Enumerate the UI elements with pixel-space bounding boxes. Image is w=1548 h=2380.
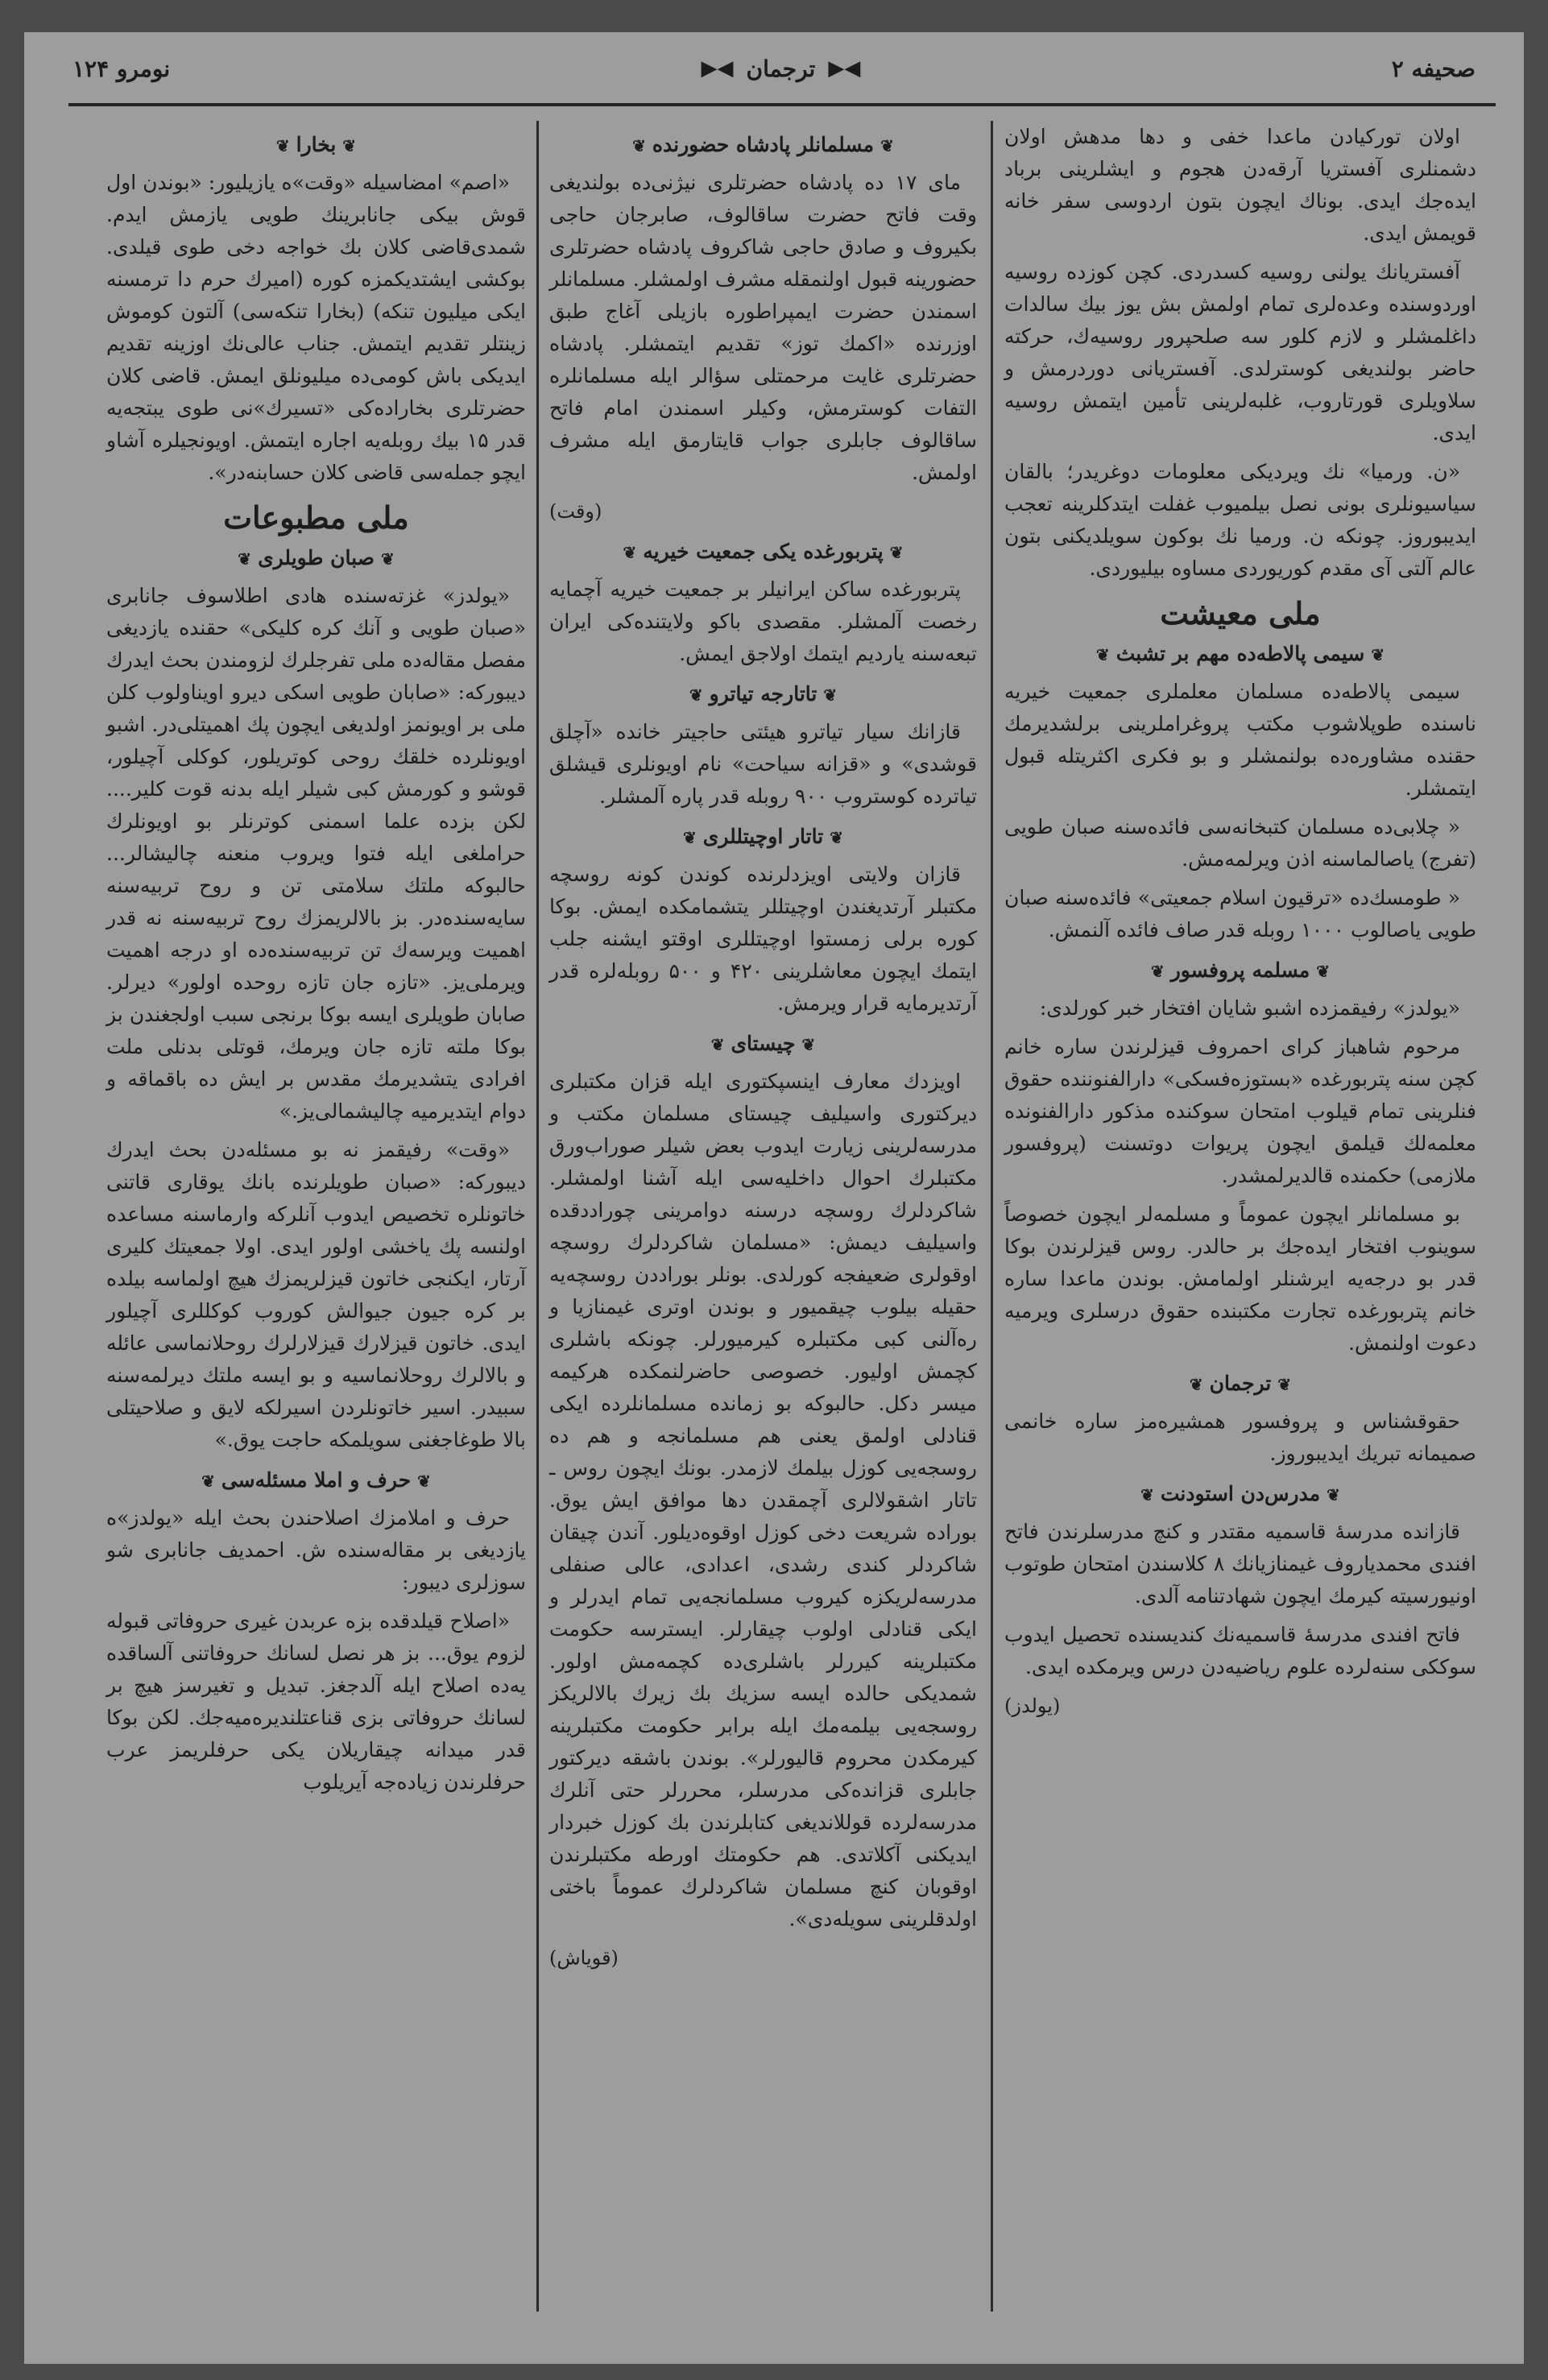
ornament-icon: ❦ <box>201 1471 215 1491</box>
paragraph: قازانك سیار تیاترو هیئتی حاجیتر خانده «آچلق قوشدی» و «قزانه سیاحت» نام اویونلری قیشلق تیاترده کوستروب ۹۰۰ روبله قدر پاره آلمشلر. <box>549 720 977 808</box>
paragraph: اویزدك معارف اینسپکتوری ایله قزان مکتبلری دیرکتوری واسیلیف چیستای مسلمان مکتب و مدرسه‌لرینی زیارت ایدوب بعض شیلر صوراب‌ورق مکتبلرك احوال داخلیه‌سی ایله آشنا اولمشلر. شاکردلرك روسچه درسنه دوامرینی چوراددقده واسیلیف دیمش: «مسلمان شاکردلرك روسچه اوقولری ضعیفجه کورلدی. بونلر بوراددن روسچه‌یه حقیله بیلوب چیقمیور و بوندن اوتری غیمنازیا و ره‌آلنی کبی مکتبلره کیرمیورلر. چونکه باشلری کچمش اولیور. خصوصی حاضرلنمکده هرکیمه میسر دکل. حالبوکه بو زمانده مسلمانلرده ایکی قنادلی اولمق یعنی هم مسلمانجه و هم ده روسجه‌یی کوزل بیلمك لازمدر. بونك ایچون روس ـ تاتار اشقولالری آچمقدن دها موافق ایش یوق. بوراده شریعت دخی کوزل اوقوه‌دیلور. آندن چیقان شاکردلر کندی رشدی، اعدادی، عالی صنفلی مدرسه‌لریکزه کیروب مسلمانجه‌یی تمام ایدرلر و ایکی قنادلی اولوب چیقارلر. ایسترسه حکومت مکتبلرینه کیررلر باشلری‌ده کچمه‌مش اولور. شمدیکی حالده ایسه سزیك بك زیرك بالالریکز روسجه‌یی بیلمه‌مك ایله برابر حکومت مکتبلرینه کیرمکدن محروم قالیورلر». بوندن باشقه دیرکتور جابلری قزانده‌کی مدرسلر، محررلر حتی آنلرك مدرسه‌لرده قوللاندیغی کتابلرندن بك کوزل خبردار ایدیکنی آکلاتدی. هم حکومتك اورطه مکتبلرندن اوقوبان کنچ مسلمان شاکردلرك عموماً باختی اولدقلرینی سویله‌دی». <box>549 1070 977 1931</box>
column-divider <box>991 121 993 2312</box>
page-label: صحیفه ۲ <box>1391 55 1476 82</box>
ornament-icon: ❦ <box>1150 962 1165 981</box>
ornament-icon: ❦ <box>623 543 637 562</box>
paragraph: حرف و املامزك اصلاحندن بحث ایله «یولدز»ه یازدیغی بر مقاله‌سنده ش. احمدیف جانابری شو سوزلری دیبور: <box>106 1506 526 1594</box>
paragraph: پتربورغده ساکن ایرانیلر بر جمعیت خیریه آچمایه رخصت آلمشلر. مقصدی باکو ولایتنده‌کی ایران تبعه‌سنه یاردیم ایتمك اولاجق ایمش. <box>549 577 977 665</box>
column-divider <box>536 121 539 2312</box>
source-signature: (وقت) <box>549 500 602 523</box>
section-title: ملی معیشت <box>1160 595 1321 631</box>
article-heading: ❦مسلمه پروفسور❦ <box>1150 958 1331 982</box>
masthead <box>24 32 1524 105</box>
ornament-icon: ❦ <box>880 136 894 155</box>
ornament-icon: ❦ <box>830 828 843 847</box>
ornament-icon: ❦ <box>342 136 357 155</box>
ornament-icon: ❦ <box>238 549 252 569</box>
source-signature: (قویاش) <box>549 1947 619 1969</box>
left-column <box>97 121 536 2312</box>
section-title: ملی مطبوعات <box>223 499 409 536</box>
article-heading: ❦صبان طویلری❦ <box>238 546 395 569</box>
ornament-icon: ❦ <box>823 685 838 705</box>
masthead-title-block <box>702 56 861 82</box>
ornament-icon: ❦ <box>275 136 290 155</box>
source-signature: (یولدز) <box>1004 1695 1061 1717</box>
article-heading: ❦چیستای❦ <box>710 1032 816 1055</box>
flourish-right-icon: ◀▶ <box>828 56 861 81</box>
paragraph: قازان ولایتی اویزدلرنده کوندن کونه روسچه مکتبلر آرتدیغندن اوچیتللر یتشمامکده ایمش. بوکا کوره برلی زمستوا اوچیتللری اوقتو ایشنه جلب ایتمك ایچون معاشلرینی ۴۲۰ و ۵۰۰ روبله‌لره قدر آرتدیرمایه قرار ویرمش. <box>549 863 977 1015</box>
paragraph: « طومسك‌ده «ترقیون اسلام جمعیتی» فائده‌سنه صبان طویی یاصالوب ۱۰۰۰ روبله قدر صاف فائده آلنمش. <box>1004 886 1476 942</box>
article-heading: ❦مدرس‌دن استودنت❦ <box>1140 1482 1340 1505</box>
article-heading: ❦مسلمانلر پادشاه حضورنده❦ <box>632 133 894 156</box>
paragraph: مرحوم شاهباز کرای احمروف قیزلرندن ساره خانم کچن سنه پتربورغده «بستوزه‌فسکی» دارالفنوننده حقوق فنلرینی تمام قیلوب امتحان سوکنده مذکور دارالفنونده معلمه‌لك قیلمق ایچون پریوات دوتسنت (پروفسور ملازمی) حکمنده قالدیرلمشدر. <box>1004 1035 1476 1187</box>
paragraph: «وقت» رفیقمز نه بو مسئله‌دن بحث ایدرك دیبورکه: «صبان طویلرنده بانك یوقاری قاتنی خاتونلره تخصیص ایدوب آنلرکه وارماسنه مساعده اولنسه پك یاخشی اولور ایدی. اولا جمعیتك کلیری آرتار، ایکنجی خاتون قیزلریمزك هیچ اولماسه بیلده بر کره جیون جیوالش کوروب کوکللری آچیلور ایدی. خاتون قیزلارك قیزلارلرك روحلانماسی عائله و بالالرك روحلانماسیه و بو ایسه ملتك دیرلمه‌سنه سبیدر. اسیر خاتونلردن اسیرلکه لایق و صلاحیتلی بالا طوغاجغنی سویلمکه حاجت یوق.» <box>106 1138 526 1451</box>
paragraph: سیمی پالاطه‌ده مسلمان معلملری جمعیت خیریه ناسنده طوپلاشوب مکتب پروغراملرینی برلشدیرمك حقنده مشاوره‌ده بولنمشلر و بو فکری اکثریتله قبول ایتمشلر. <box>1004 680 1476 800</box>
article-heading: ❦بخارا❦ <box>275 133 357 156</box>
paragraph: «اصلاح قیلدقده بزه عربدن غیری حروفاتی قبوله لزوم یوق... بز هر نصل لسانك حروفاتنی آلساقده یه‌ده اصلاح ایله آلدجغز. تبدیل و تغیرسز هیچ بر لسانك حروفاتی بزی قناعتلندیره‌میه‌جك. لکن بوکا قدر میدانه چیقاریلان یکی حرفلریمز عرب حرفلرندن زیاده‌جه آیریلوب <box>106 1609 526 1794</box>
ornament-icon: ❦ <box>710 1035 725 1054</box>
article-heading: ❦حرف و املا مسئله‌سی❦ <box>201 1468 431 1492</box>
paragraph: «یولدز» رفیقمزده اشبو شایان افتخار خبر کورلدی: <box>1039 996 1460 1020</box>
middle-column <box>540 121 987 2312</box>
ornament-icon: ❦ <box>689 685 703 705</box>
ornament-icon: ❦ <box>1316 962 1331 981</box>
paragraph: آفستریانك یولنی روسیه کسدردی. کچن کوزده روسیه اوردوسنده وعده‌لری تمام اولمش بش یوز بیك سالدات داغلمشلر و لازم کلور سه صلحپرور روسیه‌ك، حرکته حاضر بولندیغی کوسترلدی. آفستریانی دوردرمش و سلاویلری قورتاروب، غلبه‌لرینی تأمین ایتمش روسیه ایدی. <box>1004 260 1476 445</box>
ornament-icon: ❦ <box>1327 1485 1340 1505</box>
paragraph: «یولدز» غزته‌سنده هادی اطلاسوف جانابری «صبان طویی و آنك کره کلیکی» حقنده یازدیغی مفصل مقاله‌ده ملی تفرجلرك لزومندن بحث ایدرك دیبورکه: «صابان طویی اسکی دیرو اویناولوب کلن ملی بر اویونمز اولدیغی ایچون پك اهمیتلی‌در. اشبو اویونلرده خلقك روحی کوتریلور، کوکلی آچیلور، قوشو و کورمش کبی شیلر ایله بدنه قوت کلیر.... لکن بزده علما اسمنی کوترنلر بو اویونلرك حراملغی ایله فتوا ویروب منعنه چالیشالر... حالبوکه ملتك سلامتی تن و روح تربیه‌سنه سایه‌سنده‌در. بز بالالریمزك روح تربیه‌سنه نه قدر اهمیت ویرسه‌ك تن تربیه‌سنده‌ده او درجه اهمیت ویرملی‌یز. «تازه جان تازه روحده اولور» دیرلر. صابان طویلری ایسه بوکا برنجی سبب اولجغندن بز بوکا ملته تازه جان ویرمك، قوتلی بدنلی ملت افرادی یتشدیرمك مقدس بر ایش ده باقماقه و دوام ایتدیرمیه چالیشمالی‌یز.» <box>106 584 526 1123</box>
paragraph: «اصم» امضاسیله «وقت»ه یازیلیور: «بوندن اول قوش بیکی جانابرینك طویی یازمش ایدم. شمدی‌قاضی کلان بك خواجه دخی طوی قیلدی. بوکشی ایشتدیکمزه کوره (امیرك حرم دا ترمسنه ایکی میلیون تنکه) (بخارا تنکه‌سی) آلتون کوموش زینتلر تقدیم ایتمش. جناب عالی‌نك اوزینه تقدیم ایدیکی باش کومی‌ده میلیونلق ایمش. قاضی کلان حضرتلری بخاراده‌کی «تسیرك»نی طوی یبتجه‌یه قدر ۱۵ بیك روبله‌یه اجاره ایتمش. اویونجیلره آشاو ایچو جمله‌سی قاضی کلان حسابنه‌در». <box>106 171 527 484</box>
newspaper-title: ترجمان <box>746 55 816 82</box>
ornament-icon: ❦ <box>1277 1375 1292 1394</box>
article-heading: ❦تاتارجه تیاترو❦ <box>689 682 838 706</box>
paragraph: «ن. ورمیا» نك ویردیکی معلومات دوغریدر؛ بالقان سیاسیونلری بونی نصل بیلمیوب غفلت ایتدکلرینه تعجب ایدیبوروز. چونکه ن. ورمیا نك بوکون سویلدیکنی بتون عالم آلتی آی مقدم کوریوردی مساوه بیلیوردی. <box>1004 460 1476 580</box>
masthead-rule <box>68 103 1496 106</box>
flourish-left-icon: ◀▶ <box>701 56 734 81</box>
ornament-icon: ❦ <box>632 136 646 155</box>
paragraph: اولان تورکیادن ماعدا خفی و دها مدهش اولان دشمنلری آفستریا آرقه‌دن هجوم و ایشلرینی برباد ایده‌جك ایدی. بوناك ایچون بتون اردوسی سفر خانه قویمش ایدی. <box>1004 125 1476 245</box>
paragraph: بو مسلمانلر ایچون عموماً و مسلمه‌لر ایچون خصوصاً سوینوب افتخار ایده‌جك بر حالدر. روس قیزلرندن بوکا قدر بو درجه‌یه ایرشنلر اولمامش. بوندن ماعدا ساره خانم پتربورغده تجارت مکتبنده حقوق درسلری ویرمیه دعوت اولنمش. <box>1004 1202 1476 1355</box>
article-heading: ❦ترجمان❦ <box>1189 1372 1292 1395</box>
paragraph: مای ۱۷ ده پادشاه حضرتلری نیژنی‌ده بولندیغی وقت فاتح حضرت ساقالوف، صابرجان حاجی بکیروف و صادق حاجی شاکروف پادشاه حضرتلری حضورینه قبول اولنمقله مشرف اولمشلر. مسلمانلر اسمندن حضرت ایمپراطوره بازیلی آغاج طبق اوزرنده «اکمك توز» تقدیم ایتمشلر. پادشاه حضرتلری غایت مرحمتلی سؤالر ایله مسلمانلره التفات کوسترمش، وکیلر اسمندن امام فاتح ساقالوف جابلری جواب قایتارمق ایله مشرف اولمش. <box>549 171 977 484</box>
article-heading: ❦تاتار اوچیتللری❦ <box>683 825 843 848</box>
ornament-icon: ❦ <box>1371 645 1385 664</box>
ornament-icon: ❦ <box>1095 645 1110 664</box>
ornament-icon: ❦ <box>380 549 395 569</box>
right-column <box>995 121 1486 2312</box>
paragraph: « چلابی‌ده مسلمان کتبخانه‌سی فائده‌سنه صبان طویی (تفرج) یاصالماسنه اذن ویرلمه‌مش. <box>1004 815 1476 871</box>
article-heading: ❦پتربورغده یکی جمعیت خیریه❦ <box>623 540 904 563</box>
ornament-icon: ❦ <box>683 828 697 847</box>
ornament-icon: ❦ <box>889 543 904 562</box>
article-heading: ❦سیمی پالاطه‌ده مهم بر تشبث❦ <box>1095 642 1385 665</box>
ornament-icon: ❦ <box>1140 1485 1154 1505</box>
paragraph: حقوقشناس و پروفسور همشیره‌مز ساره خانمی صمیمانه تبریك ایدیبوروز. <box>1004 1409 1476 1465</box>
paragraph: قازانده مدرسهٔ قاسمیه مقتدر و کنچ مدرسلرندن فاتح افندی محمدیاروف غیمنازیانك ۸ کلاسندن امتحان طوتوب اونیورسیته کیرمك ایچون شهادتنامه آلدی. <box>1004 1520 1476 1608</box>
paragraph: فاتح افندی مدرسهٔ قاسمیه‌نك کندیسنده تحصیل ایدوب سوککی سنه‌لرده علوم ریاضیه‌دن درس ویرمکده ایدی. <box>1004 1623 1476 1678</box>
newspaper-page <box>24 32 1524 2364</box>
ornament-icon: ❦ <box>1189 1375 1203 1394</box>
ornament-icon: ❦ <box>417 1471 431 1491</box>
issue-number: نومرو ۱۲۴ <box>72 55 171 82</box>
ornament-icon: ❦ <box>801 1035 816 1054</box>
